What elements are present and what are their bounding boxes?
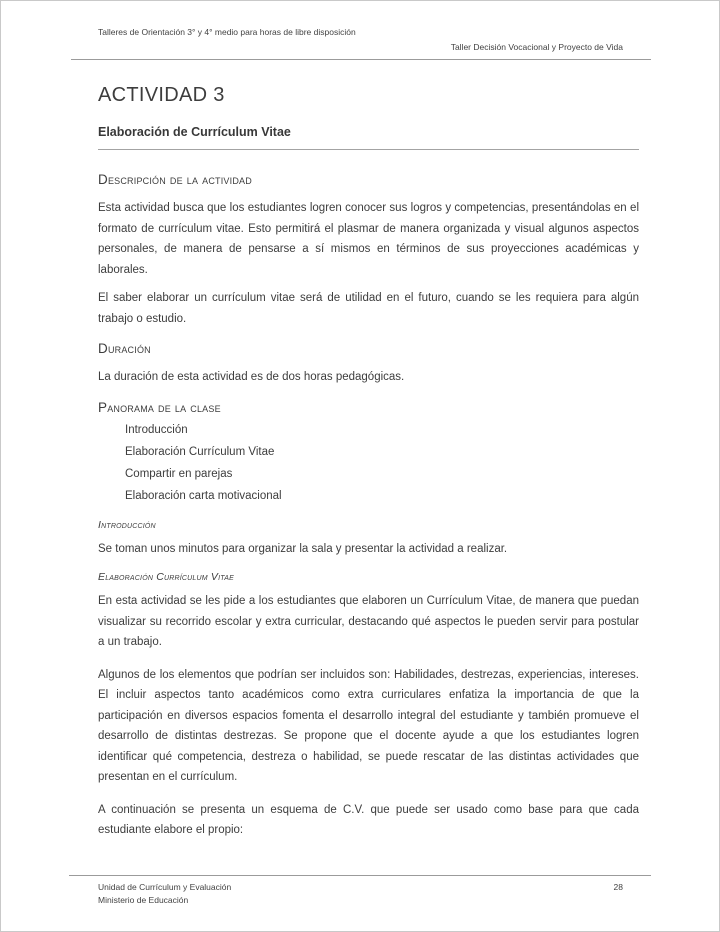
document-body bbox=[98, 84, 639, 841]
page-footer bbox=[69, 875, 651, 907]
footer-organization bbox=[98, 881, 231, 907]
panorama-list bbox=[125, 419, 639, 507]
list-item: Elaboración carta motivacional bbox=[125, 489, 282, 502]
section-heading-descripcion: Descripción de la actividad bbox=[98, 172, 252, 187]
header-right-text: Taller Decisión Vocacional y Proyecto de Vida bbox=[450, 42, 623, 52]
page-header bbox=[71, 1, 651, 60]
footer-org-line2: Ministerio de Educación bbox=[98, 895, 189, 905]
descripcion-paragraph-1: Esta actividad busca que los estudiantes logren conocer sus logros y competencias, presentándolas en el formato de currículum vitae. Esto permitirá el plasmar de manera organizada y visual algunos aspectos personales, de manera de pensarse a sí mismos en términos de sus proyecciones académicas y laborales. bbox=[98, 202, 639, 276]
section-heading-duracion: Duración bbox=[98, 341, 151, 356]
footer-org-line1: Unidad de Currículum y Evaluación bbox=[98, 882, 232, 892]
duracion-paragraph: La duración de esta actividad es de dos horas pedagógicas. bbox=[98, 371, 405, 383]
elaboracion-paragraph-3: A continuación se presenta un esquema de C.V. que puede ser usado como base para que cada estudiante elabore el propio: bbox=[98, 803, 639, 836]
header-divider bbox=[71, 59, 651, 60]
elaboracion-paragraph-1: En esta actividad se les pide a los estudiantes que elaboren un Currículum Vitae, de manera que puedan visualizar su recorrido escolar y extra curricular, destacando qué aspectos le pueden servir para postular a un trabajo. bbox=[98, 595, 639, 648]
elaboracion-paragraph-2: Algunos de los elementos que podrían ser incluidos son: Habilidades, destrezas, experiencias, intereses. El incluir aspectos tanto académicos como extra curriculares enfatiza la importancia de que la participación en diversos espacios fomenta el desarrollo integral del estudiante y también promueve el desarrollo de distintas destrezas. Se propone que el docente ayude a que los estudiantes logren identificar qué competencia, destreza o habilidad, se puede rescatar de las distintas actividades que presentan en el currículum. bbox=[98, 668, 639, 783]
section-heading-panorama: Panorama de la clase bbox=[98, 399, 221, 415]
introduccion-paragraph: Se toman unos minutos para organizar la sala y presentar la actividad a realizar. bbox=[98, 542, 508, 555]
activity-title: ACTIVIDAD 3 bbox=[98, 84, 225, 106]
list-item: Introducción bbox=[125, 423, 188, 436]
list-item: Elaboración Currículum Vitae bbox=[125, 445, 275, 458]
subsection-heading-introduccion: Introducción bbox=[98, 518, 156, 531]
page-number: 28 bbox=[613, 882, 623, 892]
descripcion-paragraph-2: El saber elaborar un currículum vitae será de utilidad en el futuro, cuando se les requiera para algún trabajo o estudio. bbox=[98, 292, 639, 325]
subsection-heading-elaboracion: Elaboración Currículum Vitae bbox=[98, 571, 234, 583]
list-item: Compartir en parejas bbox=[125, 467, 233, 480]
header-left-text: Talleres de Orientación 3° y 4° medio para horas de libre disposición bbox=[98, 27, 356, 37]
activity-subtitle: Elaboración de Currículum Vitae bbox=[98, 125, 639, 150]
